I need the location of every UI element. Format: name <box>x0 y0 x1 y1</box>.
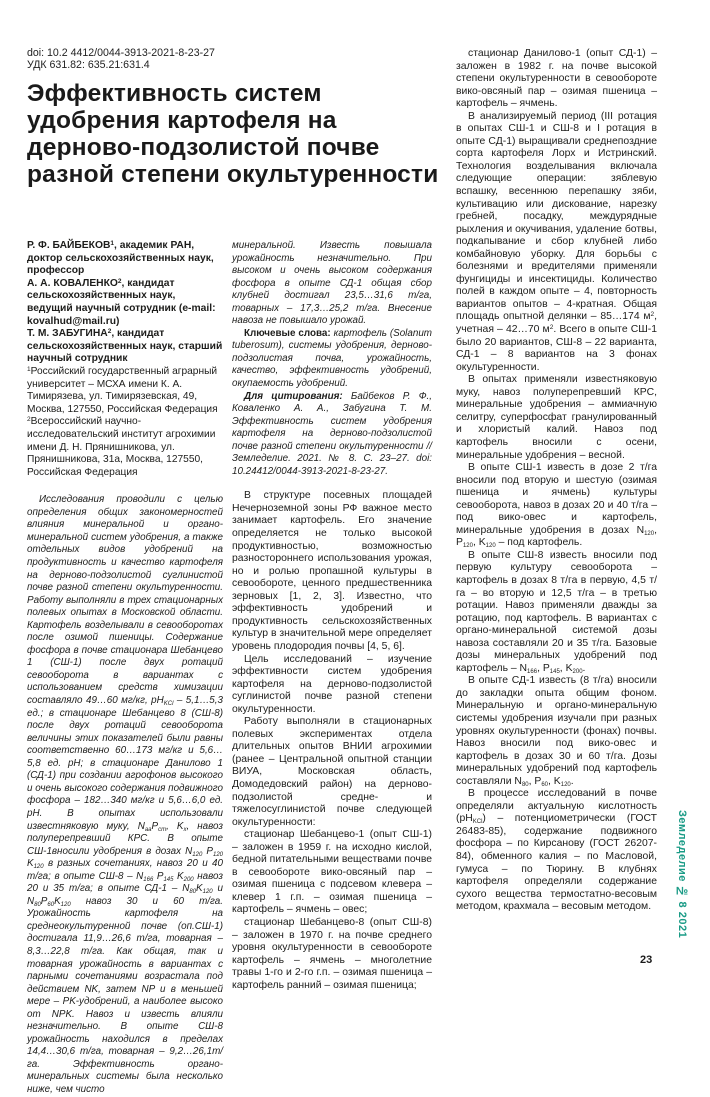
keywords-text: картофель (Solanum tuberosum), системы удобрения, дерново-подзолистая почва, урожайность, качество, эффективность удобрений, окупаемость удобрений. <box>232 327 432 390</box>
author-credentials: , кандидат сельскохозяйственных наук, ведущий научный сотрудник (e-mail: kovalhud@mail.ru) <box>27 277 216 327</box>
body-paragraph: стационар Шебанцево-8 (опыт СШ-8) – заложен в 1970 г. на почве среднего уровня окультуренности в севообороте картофель – ячмень – многолетние травы 1-го и 2-го г.п. – озимая пшеница – картофель ранний – озимая пшеница; <box>232 916 432 991</box>
article-title: Эффективность систем удобрения картофеля на дерново-подзолистой почве разной степени окультуренности <box>27 80 439 188</box>
author-sup: 1 <box>110 240 115 247</box>
author-item <box>27 278 223 328</box>
affiliation-sup: 2 <box>27 416 31 424</box>
left-column <box>27 240 223 1097</box>
body-paragraph: В структуре посевных площадей Нечерноземной зоны РФ важное место занимает картофель. Его значение определяется не только высокой продуктивностью, возможностью разностороннего использования урожая, но и ролью пропашной культуры в севообороте, ценного предшественника зерновых [1, 2, 3]. Известно, что эффективность удобрений и продуктивность сельскохозяйственных культур в значительной мере определяет уровень плодородия почвы [4, 5, 6]. <box>232 490 432 652</box>
abstract-paragraph: минеральной. Известь повышала урожайность незначительно. При высоком и очень высоком содержания фосфора в опыте СД-1 общая сбор клубней достигал 23,5…31,6 т/га, товарных – 17,3…25,2 т/га. Внесение навоза не повышало урожай. <box>232 240 432 327</box>
author-name: Р. Ф. БАЙБЕКОВ <box>27 240 111 251</box>
keywords-label: Ключевые слова: <box>244 327 331 339</box>
citation-label: Для цитирования: <box>244 390 343 402</box>
body-paragraph: В опытах применяли известняковую муку, навоз полуперепревший КРС, минеральные удобрения – аммиачную селитру, суперфосфат гранулированный и хлористый калий. Навоз под картофель вносили с осени, минеральные удобрения – весной. <box>456 374 657 461</box>
abstract <box>27 494 223 1096</box>
affiliation-item <box>27 366 223 416</box>
affiliation-list <box>27 366 223 479</box>
affiliation-sup: 1 <box>27 365 31 373</box>
body-paragraph: В процессе исследований в почве определяли актуальную кислотность $(pH_{KCl})$ – потенциометрически (ГОСТ 26483-85), содержание подвижного фосфора – по Кирсанову (ГОСТ 26207-84), обменного калия – по Масловой, гумуса – по Тюрину. В клубнях картофеля определяли содержание сухого вещества термостатно-весовым методом, крахмала – весовым методом. <box>456 788 657 913</box>
author-credentials: , кандидат сельскохозяйственных наук, старший научный сотрудник <box>27 328 223 365</box>
author-name: Т. М. ЗАБУГИНА <box>27 328 108 340</box>
author-sup: 2 <box>117 277 122 285</box>
abstract-continuation <box>232 240 432 328</box>
citation <box>232 391 432 479</box>
keywords <box>232 328 432 391</box>
body-paragraph: стационар Данилово-1 (опыт СД-1) – заложен в 1982 г. на почве высокой степени окультуренности в севообороте вико-овсяный пар – озимая пшеница – картофель – ячмень. <box>456 48 657 110</box>
body-paragraph: В анализируемый период (III ротация в опытах СШ-1 и СШ-8 и I ротация в опыте СД-1) выращивали среднепоздние сорта картофеля Лорх и Истринский. Технология возделывания включала следующие операции: зяблевую вспашку, весеннюю перепашку зяби, культивацию или дискование, нарезку гребней, посадку, междурядные рыхления и окучивания, удаление ботвы, подкапывание и сбор клубней либо комбайновую уборку. Для борьбы с болезнями и вредителями применяли фунгициды и инсектициды. Количество полей в каждом опыте – 4, повторность вариантов опытов – 4-кратная. Общая площадь опытной делянки – 85…174 $м^2$, учетная – 42…70 $м^2$. Всего в опыте СШ-1 было 20 вариантов, СШ-8 – 22 варианта, СД-1 – 8 вариантов на 3 фонах окультуренности. <box>456 110 657 373</box>
body-paragraph: В опыте СШ-8 известь вносили под первую культуру севооборота – картофель в дозах 8 т/га в первую, 4,5 т/га – во вторую и 12,5 т/га – в третью ротации. Навоз применяли дважды за ротацию, под картофель. В вариантах с органо-минеральной системой дозы навоза составляли 20 и 35 т/га. Базовые дозы минеральных удобрений под картофель – $N_{166}$, $P_{145}$, $K_{200}$. <box>456 549 657 675</box>
author-item <box>27 328 223 366</box>
body-paragraph: стационар Шебанцево-1 (опыт СШ-1) – заложен в 1959 г. на исходно кислой, бедной питательными веществами почве в севообороте вико-овсяный пар – озимая пшеница с подсевом клевера – клевер 1 г.п. – озимая пшеница – картофель – ячмень – овес; <box>232 829 433 916</box>
author-sup: 2 <box>107 328 112 336</box>
affiliation-text: Российский государственный аграрный университет – МСХА имени К. А. Тимирязева, ул. Тимирязевская, 49, Москва, 127550, Российская Федерация <box>27 365 218 415</box>
right-column <box>456 48 657 914</box>
author-list <box>27 240 223 366</box>
author-name: А. А. КОВАЛЕНКО <box>27 277 118 289</box>
article-meta <box>27 47 215 71</box>
affiliation-item <box>27 416 223 479</box>
body-paragraph: Работу выполняли в стационарных полевых экспериментах отдела длительных опытов ВНИИ агрохимии (ранее – Центральной опытной станции ВИУА, Московская область, Домодедовский район) на дерново-подзолистой средне- и тяжелосуглинистой почве следующей окультуренности: <box>232 716 432 828</box>
middle-column <box>232 240 432 992</box>
journal-running-title: Земледелие № 8 2021 <box>676 810 688 939</box>
author-credentials: , академик РАН, доктор сельскохозяйственных наук, профессор <box>27 240 214 277</box>
doi-line: doi: 10.2 4412/0044-3913-2021-8-23-27 <box>27 47 215 59</box>
body-text-middle <box>232 490 432 992</box>
citation-text: Байбеков Р. Ф., Коваленко А. А., Забугина Т. М. Эффективность систем удобрения картофеля на дерново-подзолистой почве разной степени окультуренности // Земледелие. 2021. № 8. С. 23–27. doi: 10.24412/0044-3913-2021-8-23-27. <box>232 390 432 477</box>
udk-line: УДК 631.82: 635.21:631.4 <box>27 59 150 71</box>
abstract-paragraph: Исследования проводили с целью определения общих закономерностей влияния минеральной и органо-минеральной систем удобрения, а также отдельных видов удобрений на продуктивность и качество картофеля на дерново-подзолистой суглинистой почве разной степени окультуренности. Работу выполняли в трех стационарных полевых опытах в Московской области. Картофель возделывали в севооборотах после озимой пшеницы. Содержание фосфора в почве стационара Шебанцево 1 (СШ-1) после двух ротаций севооборота в вариантах с использованием средств химизации составляло 49…60 мг/кг, $pH_{KCl}$ – 5,1…5,3 ед.; в стационаре Шебанцево 8 (СШ-8) после двух ротаций севооборота величины этих показателей были равны соответственно 60…173 мг/кг и 5,6…5,8 ед. pH; в стационаре Данилово 1 (СД-1) при создании агрофонов высокого и очень высокого содержания подвижного фосфора – 182…340 мг/кг и 5,6…6,0 ед. pH. В опытах использовали известняковую муку, $N_{аа}P_{ст}$, $K_х$, навоз полуперепревший КРС. В опыте СШ-1вносили удобрения в дозах $N_{120}$ $P_{120}$ $K_{120}$ в разных сочетаниях, навоз 20 и 40 т/га; в опыте $СШ-8 - N_{166}$ $P_{145}$ $K_{200}$ навоз 20 и 35 т/га; в опыте $СД-1 - N_{80}K_{120}$ и $N_{80}P_{60}K_{120}$ навоз 30 и 60 т/га. Урожайность картофеля на среднеокультуренной почве (оп.СШ-1) достигала 11,9…26,6 т/га, товарная – 8,3…22,8 т/га. Как общая, так и товарная урожайность в вариантах с парными сочетаниями возрастала под действием NK, затем NP и в меньшей мере – PK-удобрений, а наиболее высоко от NPK. Навоз и известь влияли незначительно. В опыте СШ-8 урожайность находился в пределах 14,4…30,6 т/га, товарная – 9,2…26,1т/га. Эффективность органо-минеральных системы была несколько ниже, чем чисто <box>27 494 224 1095</box>
body-paragraph: В опыте СД-1 известь (8 т/га) вносили до закладки опыта общим фоном. Минеральную и органо-минеральную системы удобрения изучали при разных уровнях окультуренности (фонах) почвы. Навоз вносили под вико-овес и картофель в дозах 30 и 60 т/га. Дозы минеральных удобрений под картофель составляли $N_{80}$, $P_{60}$, $K_{120}$. <box>456 675 657 788</box>
body-paragraph: Цель исследований – изучение эффективности систем удобрения картофеля на дерново-подзолистой суглинистой почве разной степени окультуренности. <box>232 653 432 715</box>
body-paragraph: В опыте СШ-1 известь в дозе 2 т/га вносили под вторую и шестую (озимая пшеница и ячмень) культуры севооборота, навоз в дозах 20 и 40 т/га – под вико-овес и картофель, минеральные удобрения в дозах $N_{120}$, $P_{120}$, $K_{120}$ – под картофель. <box>456 462 657 550</box>
author-item <box>27 240 223 278</box>
affiliation-text: Всероссийский научно-исследовательский институт агрохимии имени Д. Н. Прянишникова, ул. Прянишникова, 31а, Москва, 127550, Российская Федерация <box>27 416 216 478</box>
page-number: 23 <box>640 954 653 966</box>
